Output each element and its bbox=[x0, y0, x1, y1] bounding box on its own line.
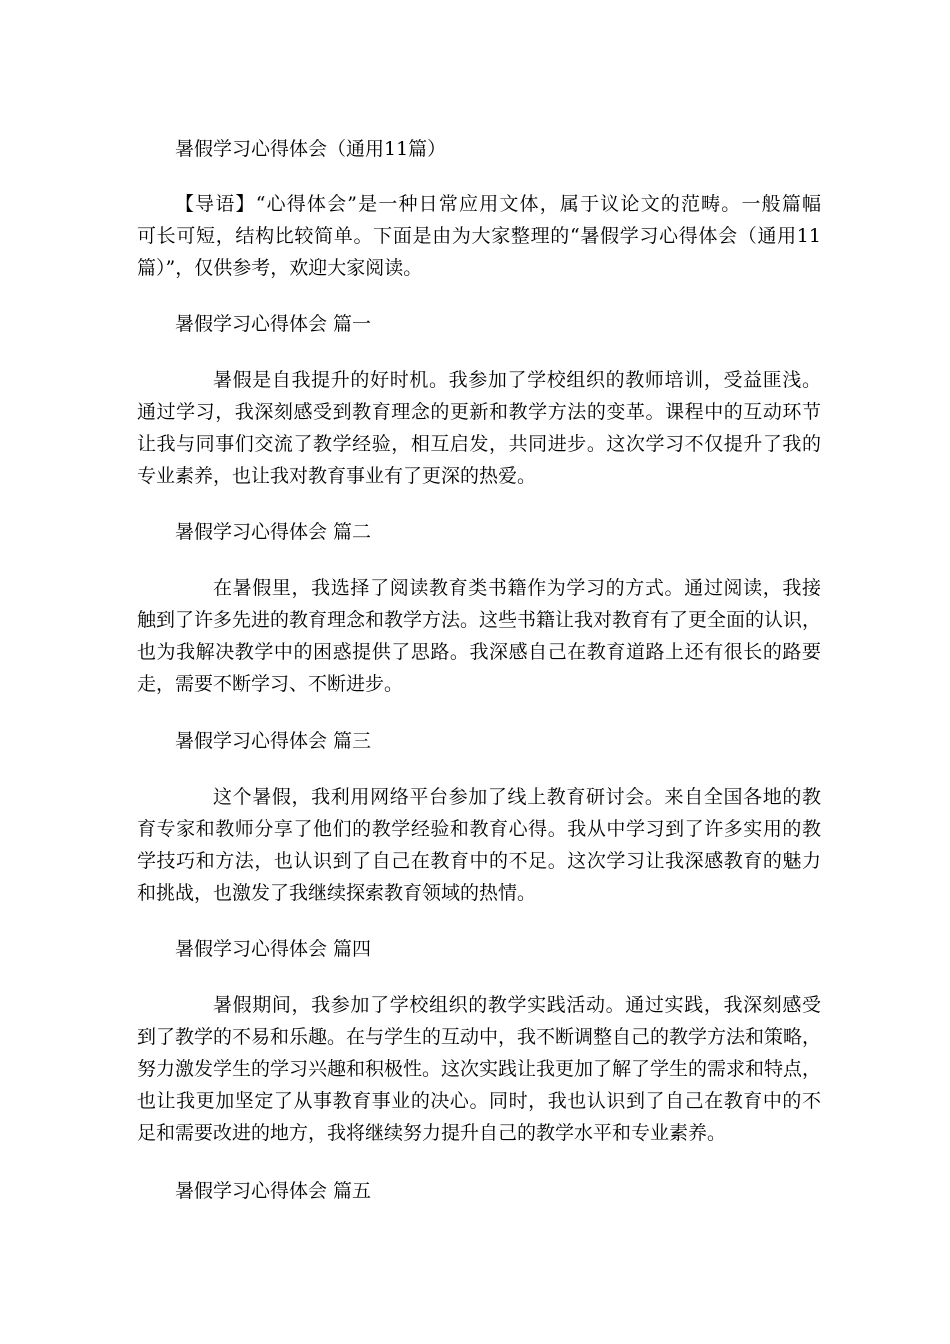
paragraph-line: 走，需要不断学习、不断进步。 bbox=[137, 673, 404, 695]
section-heading: 暑假学习心得体会 篇四 bbox=[175, 938, 372, 960]
paragraph-line: 学技巧和方法，也认识到了自己在教育中的不足。这次学习让我深感教育的魅力 bbox=[137, 850, 821, 872]
paragraph-line: 到了教学的不易和乐趣。在与学生的互动中，我不断调整自己的教学方法和策略， bbox=[137, 1026, 821, 1048]
paragraph-line: 足和需要改进的地方，我将继续努力提升自己的教学水平和专业素养。 bbox=[137, 1122, 727, 1144]
section-heading: 暑假学习心得体会 篇二 bbox=[175, 521, 372, 543]
section-heading: 暑假学习心得体会 篇一 bbox=[175, 313, 372, 335]
intro-line: 篇）”，仅供参考，欢迎大家阅读。 bbox=[137, 257, 423, 279]
paragraph-line: 暑假期间，我参加了学校组织的教学实践活动。通过实践，我深刻感受 bbox=[213, 994, 821, 1016]
paragraph-line: 努力激发学生的学习兴趣和积极性。这次实践让我更加了解了学生的需求和特点， bbox=[137, 1058, 821, 1080]
paragraph-line: 和挑战，也激发了我继续探索教育领域的热情。 bbox=[137, 882, 537, 904]
section-heading: 暑假学习心得体会 篇三 bbox=[175, 730, 372, 752]
paragraph-line: 在暑假里，我选择了阅读教育类书籍作为学习的方式。通过阅读，我接 bbox=[213, 577, 821, 599]
paragraph-line: 育专家和教师分享了他们的教学经验和教育心得。我从中学习到了许多实用的教 bbox=[137, 818, 821, 840]
paragraph-line: 也为我解决教学中的困惑提供了思路。我深感自己在教育道路上还有很长的路要 bbox=[137, 641, 821, 663]
paragraph-line: 也让我更加坚定了从事教育事业的决心。同时，我也认识到了自己在教育中的不 bbox=[137, 1090, 821, 1112]
paragraph-line: 让我与同事们交流了教学经验，相互启发，共同进步。这次学习不仅提升了我的 bbox=[137, 433, 821, 455]
paragraph-line: 暑假是自我提升的好时机。我参加了学校组织的教师培训，受益匪浅。 bbox=[213, 369, 821, 391]
paragraph-line: 专业素养，也让我对教育事业有了更深的热爱。 bbox=[137, 465, 537, 487]
paragraph-line: 通过学习，我深刻感受到教育理念的更新和教学方法的变革。课程中的互动环节 bbox=[137, 401, 821, 423]
paragraph-line: 触到了许多先进的教育理念和教学方法。这些书籍让我对教育有了更全面的认识， bbox=[137, 609, 821, 631]
section-heading: 暑假学习心得体会 篇五 bbox=[175, 1180, 372, 1202]
document-title: 暑假学习心得体会（通用11篇） bbox=[175, 138, 447, 160]
paragraph-line: 这个暑假，我利用网络平台参加了线上教育研讨会。来自全国各地的教 bbox=[213, 786, 821, 808]
intro-line: 【导语】“心得体会”是一种日常应用文体，属于议论文的范畴。一般篇幅 bbox=[175, 193, 821, 215]
intro-line: 可长可短，结构比较简单。下面是由为大家整理的“暑假学习心得体会（通用11 bbox=[137, 225, 821, 247]
